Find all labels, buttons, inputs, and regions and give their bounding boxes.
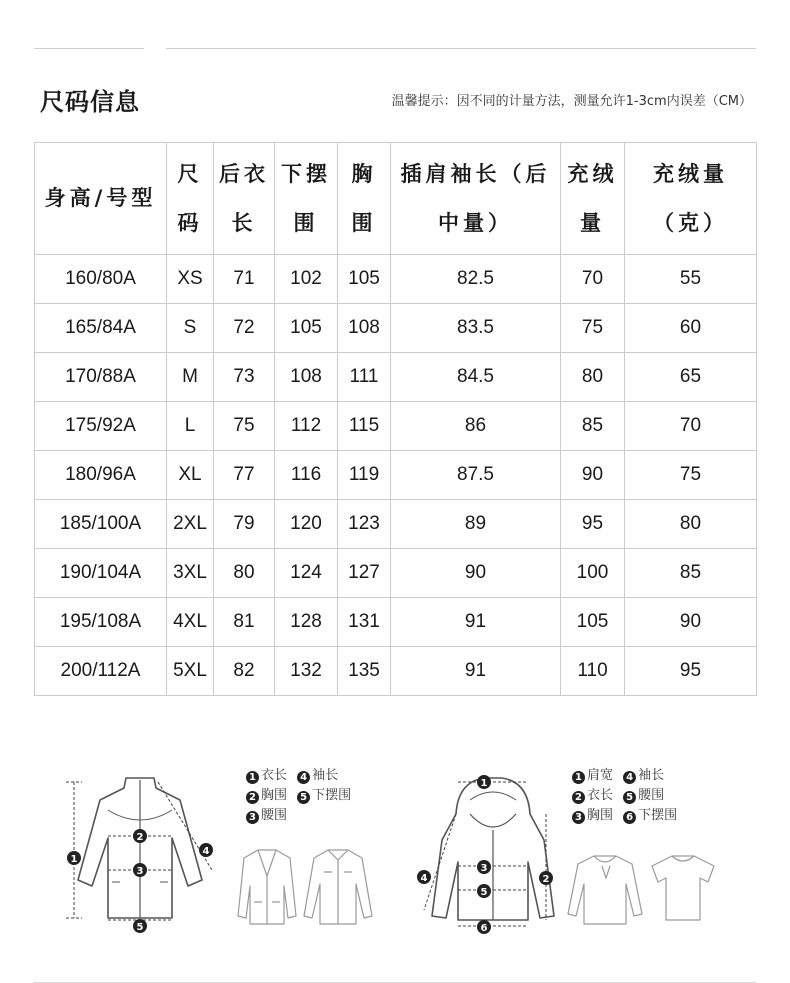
cell-size: XL xyxy=(167,451,214,500)
cell-sleeve: 82.5 xyxy=(391,255,561,304)
cell-hem: 132 xyxy=(275,647,338,696)
legend-number-badge: 4 xyxy=(623,771,636,784)
cell-sleeve: 84.5 xyxy=(391,353,561,402)
legend-label: 胸围 xyxy=(587,808,614,823)
col-fill: 充绒 量 xyxy=(561,143,625,255)
col-height-model: 身高/号型 xyxy=(35,143,167,255)
cell-fill-grams: 85 xyxy=(625,549,757,598)
cell-fill-grams: 70 xyxy=(625,402,757,451)
cell-height-model: 180/96A xyxy=(35,451,167,500)
cell-hem: 116 xyxy=(275,451,338,500)
cell-chest: 115 xyxy=(338,402,391,451)
cell-size: 3XL xyxy=(167,549,214,598)
svg-text:2: 2 xyxy=(542,874,550,885)
jacket-legend xyxy=(246,766,357,826)
tshirt-sketch-icon xyxy=(648,852,718,924)
cell-sleeve: 90 xyxy=(391,549,561,598)
cell-chest: 105 xyxy=(338,255,391,304)
cell-height-model: 160/80A xyxy=(35,255,167,304)
cell-height-model: 185/100A xyxy=(35,500,167,549)
cell-chest: 111 xyxy=(338,353,391,402)
cell-fill: 105 xyxy=(561,598,625,647)
size-table xyxy=(34,142,757,696)
cell-hem: 102 xyxy=(275,255,338,304)
legend-number-badge: 3 xyxy=(572,811,585,824)
cell-fill-grams: 75 xyxy=(625,451,757,500)
cell-back-length: 72 xyxy=(214,304,275,353)
legend-number-badge: 5 xyxy=(623,791,636,804)
cell-sleeve: 91 xyxy=(391,647,561,696)
cell-hem: 112 xyxy=(275,402,338,451)
cell-height-model: 190/104A xyxy=(35,549,167,598)
cell-hem: 128 xyxy=(275,598,338,647)
shirt-sketch-icon xyxy=(302,846,374,928)
legend-number-badge: 1 xyxy=(572,771,585,784)
cell-height-model: 175/92A xyxy=(35,402,167,451)
cell-back-length: 71 xyxy=(214,255,275,304)
cell-back-length: 73 xyxy=(214,353,275,402)
cell-back-length: 77 xyxy=(214,451,275,500)
legend-number-badge: 3 xyxy=(246,811,259,824)
legend-number-badge: 4 xyxy=(297,771,310,784)
svg-text:3: 3 xyxy=(136,866,144,877)
cell-hem: 124 xyxy=(275,549,338,598)
cell-fill-grams: 65 xyxy=(625,353,757,402)
cell-fill: 100 xyxy=(561,549,625,598)
table-row xyxy=(35,255,757,304)
legend-label: 下摆围 xyxy=(638,808,678,823)
cell-sleeve: 87.5 xyxy=(391,451,561,500)
cell-fill: 80 xyxy=(561,353,625,402)
cell-chest: 108 xyxy=(338,304,391,353)
legend-label: 肩宽 xyxy=(587,768,614,783)
cell-fill: 95 xyxy=(561,500,625,549)
cell-height-model: 165/84A xyxy=(35,304,167,353)
cell-hem: 105 xyxy=(275,304,338,353)
svg-text:6: 6 xyxy=(480,923,488,934)
col-back-length: 后衣 长 xyxy=(214,143,275,255)
legend-number-badge: 2 xyxy=(246,791,259,804)
table-row xyxy=(35,402,757,451)
cell-hem: 108 xyxy=(275,353,338,402)
jacket-marker-4 xyxy=(199,843,213,857)
hoodie-marker-3 xyxy=(477,860,491,874)
cell-fill-grams: 95 xyxy=(625,647,757,696)
legend-label: 腰围 xyxy=(638,788,665,803)
cell-size: 5XL xyxy=(167,647,214,696)
col-hem: 下摆 围 xyxy=(275,143,338,255)
cell-back-length: 79 xyxy=(214,500,275,549)
table-row xyxy=(35,647,757,696)
hoodie-legend xyxy=(572,766,683,826)
svg-text:4: 4 xyxy=(202,846,210,857)
jacket-marker-1 xyxy=(67,851,81,865)
cell-back-length: 82 xyxy=(214,647,275,696)
legend-label: 腰围 xyxy=(261,808,288,823)
hoodie-measure-diagram xyxy=(412,770,572,940)
col-fill-grams: 充绒量 （克） xyxy=(625,143,757,255)
jacket-measure-diagram xyxy=(60,770,220,940)
cell-height-model: 170/88A xyxy=(35,353,167,402)
cell-height-model: 195/108A xyxy=(35,598,167,647)
legend-number-badge: 1 xyxy=(246,771,259,784)
legend-label: 袖长 xyxy=(638,768,665,783)
cell-chest: 135 xyxy=(338,647,391,696)
cell-fill: 70 xyxy=(561,255,625,304)
page-title: 尺码信息 xyxy=(40,88,140,116)
cell-back-length: 75 xyxy=(214,402,275,451)
svg-text:1: 1 xyxy=(480,778,488,789)
legend-number-badge: 6 xyxy=(623,811,636,824)
cell-fill: 110 xyxy=(561,647,625,696)
col-chest: 胸 围 xyxy=(338,143,391,255)
cell-fill-grams: 55 xyxy=(625,255,757,304)
svg-text:4: 4 xyxy=(420,873,428,884)
jacket-marker-3 xyxy=(133,863,147,877)
hoodie-marker-4 xyxy=(417,870,431,884)
cell-chest: 131 xyxy=(338,598,391,647)
svg-text:3: 3 xyxy=(480,863,488,874)
cell-size: S xyxy=(167,304,214,353)
table-row xyxy=(35,353,757,402)
top-divider-left xyxy=(34,48,144,49)
svg-text:2: 2 xyxy=(136,832,144,843)
col-size: 尺 码 xyxy=(167,143,214,255)
svg-text:5: 5 xyxy=(136,922,144,933)
hoodie-marker-2 xyxy=(539,871,553,885)
jacket-marker-2 xyxy=(133,829,147,843)
measurement-note: 温馨提示：因不同的计量方法，测量允许1-3cm内误差（CM） xyxy=(391,94,752,109)
cell-fill: 85 xyxy=(561,402,625,451)
cell-chest: 123 xyxy=(338,500,391,549)
table-row xyxy=(35,304,757,353)
cell-chest: 119 xyxy=(338,451,391,500)
top-divider-right xyxy=(166,48,756,49)
cell-chest: 127 xyxy=(338,549,391,598)
legend-number-badge: 2 xyxy=(572,791,585,804)
hoodie-marker-5 xyxy=(477,884,491,898)
cell-size: L xyxy=(167,402,214,451)
svg-text:5: 5 xyxy=(480,887,488,898)
cell-sleeve: 83.5 xyxy=(391,304,561,353)
cell-fill: 75 xyxy=(561,304,625,353)
legend-number-badge: 5 xyxy=(297,791,310,804)
cell-size: 2XL xyxy=(167,500,214,549)
table-row xyxy=(35,500,757,549)
legend-label: 袖长 xyxy=(312,768,339,783)
legend-label: 下摆围 xyxy=(312,788,352,803)
blazer-sketch-icon xyxy=(236,846,298,928)
cell-size: 4XL xyxy=(167,598,214,647)
jacket-marker-5 xyxy=(133,919,147,933)
cell-hem: 120 xyxy=(275,500,338,549)
hoodie-marker-1 xyxy=(477,775,491,789)
cell-fill-grams: 80 xyxy=(625,500,757,549)
cell-size: M xyxy=(167,353,214,402)
cell-fill-grams: 60 xyxy=(625,304,757,353)
cell-back-length: 80 xyxy=(214,549,275,598)
cell-fill-grams: 90 xyxy=(625,598,757,647)
col-sleeve: 插肩袖长（后 中量） xyxy=(391,143,561,255)
table-row xyxy=(35,549,757,598)
cell-sleeve: 91 xyxy=(391,598,561,647)
table-header-row xyxy=(35,143,757,255)
svg-text:1: 1 xyxy=(70,854,78,865)
cell-height-model: 200/112A xyxy=(35,647,167,696)
table-row xyxy=(35,598,757,647)
cell-back-length: 81 xyxy=(214,598,275,647)
table-row xyxy=(35,451,757,500)
cell-size: XS xyxy=(167,255,214,304)
hoodie-marker-6 xyxy=(477,920,491,934)
cell-sleeve: 86 xyxy=(391,402,561,451)
legend-label: 胸围 xyxy=(261,788,288,803)
cell-fill: 90 xyxy=(561,451,625,500)
cell-sleeve: 89 xyxy=(391,500,561,549)
sweater-sketch-icon xyxy=(566,852,644,928)
legend-label: 衣长 xyxy=(587,788,614,803)
legend-label: 衣长 xyxy=(261,768,288,783)
